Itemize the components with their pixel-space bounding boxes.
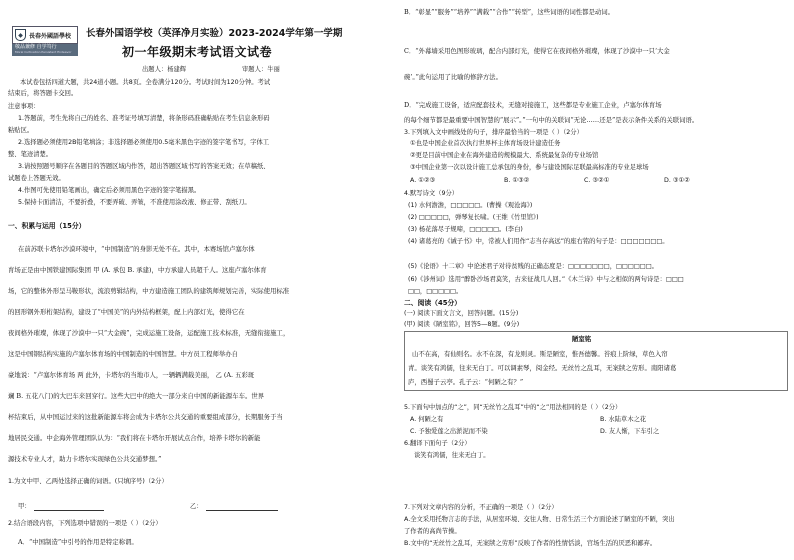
logo-name: 長春外國語學校 [29,32,72,40]
q4-item-cont: □□，□□□□□。 [408,288,463,295]
q1-yi-blank[interactable] [206,510,278,511]
note-line: 整、笔迹清楚。 [8,151,53,158]
q7-option-a-cont: 了作者的高尚节操。 [404,528,461,535]
q2-option-c: C．“外幕墙采用色图形玻璃，配合内部灯光，使得它在夜间格外璀璨，体现了沙漠中一只‘大金 [404,47,670,55]
reviewer: 审题人：牛丽 [242,66,280,73]
poem-title: 陋室铭 [572,335,592,343]
passage-line: 这是中国钢结构实施的卢塞尔体育场的中国制造的中国智慧。中方员工程师举办自 [8,350,239,358]
school-logo [12,26,78,56]
setter: 出题人：杨建辉 [142,66,187,73]
q3-item: ②更是目前中国企业在海外建造的规模最大、系统最复杂的专业场馆 [410,152,599,159]
question-3: 3.下列填入文中画线处的句子，排序最恰当的一项是（ ）（2分） [404,129,583,136]
q5-option-a: A. 何陋之有 [410,416,444,423]
right-page [404,0,790,560]
section-title: 一、积累与运用（15分） [8,222,86,230]
q4-item: (3) 杨花落尽子规啼，□□□□□。(李白) [408,226,523,233]
school-crest-icon: ◆ [15,29,26,41]
passage-line: 地居民交通。中企海外管理团队认为：“我们将在卡塔尔开展试点合作，培养卡塔尔的新能 [8,434,261,442]
logo-slogan-en: Moral Cultivation Persistent Endeavor [15,50,72,54]
passage-line: 在前苏联卡塔尔沙漠环境中，“中国制造”的身影无处不在。其中，本赛场馆卢塞尔体 [18,245,255,253]
school-line: 长春外国语学校（英泽净月实验）2023-2024学年第一学期 [86,28,343,39]
q5-option-b: B. 水陆草木之花 [600,416,647,423]
q3-option-b: B. ①③② [504,177,530,184]
passage-line: 斓 B. 五花八门)的大巴车来回穿行。这些大巴中的绝大一部分来自中国的新能源车车。世界 [8,392,265,400]
note-line: 粘贴区。 [8,127,34,134]
intro-line: 结束后，将答题卡交回。 [8,90,78,97]
notes-title: 注意事项： [8,103,40,110]
question-2: 2.结合语段内容，下列选项中错误的一项是（ ）（2分） [8,520,162,527]
q7-option-b: B.文中的“无丝竹之乱耳，无案牍之劳形”反映了作者的性情恬淡，官场生活的厌恶和鄙弃。 [404,540,657,547]
question-1: 1.为文中甲、乙两处选择正确的词语。(只填序号)（2分） [8,478,168,485]
question-5: 5.下面句中加点的“之”，同“无丝竹之乱耳”中的“之”用法相同的是（ ）（2分） [404,404,622,411]
q4-item: (4) 诸葛亮的《诫子书》中，常被人们用作“志当存高远”的座右铭的句子是：□□□□□□□。 [408,238,669,245]
q3-option-c: C. ③②① [584,177,610,184]
passage-line: 杯结束后，从中国运过来的这批新能源车将会成为卡塔尔公共交通的重要组成部分，长期服务于当 [8,413,283,421]
note-line: 1.答题前，考生先将自己的姓名、准考证号填写清楚，将条形码准确粘贴在考生信息条形码 [18,115,270,122]
note-line: 试题卷上答题无效。 [8,175,65,182]
note-line: 2.选择题必须使用2B铅笔填涂；非选择题必须使用0.5毫米黑色字迹的签字笔书写，字体工 [18,139,270,146]
q2-option-c-cont: 碗’。”此句运用了比喻的修辞方法。 [404,73,502,81]
q2-option-b: B．“彰显”“服务”“培养”“满载”“合作”“转型”，这些词语的词性都是动词。 [404,8,615,16]
q2-option-d-cont: 的每个细节都是最重要中国智慧的“展示”。”一句中的关联词“无论……还是”是表示条件关系的关联词语。 [404,116,699,124]
q2-option-d: D．“完成施工设备，适应配套技术，无缝对接施工，这些都是专业施工企业，卢塞尔体育场 [404,101,662,109]
note-line: 5.保持卡面清洁，不要折叠，不要弄破、弄皱，不准使用涂改液、修正带、刮纸刀。 [18,199,251,206]
q2-option-a: A．“中国制造”中引号的作用是特定称谓。 [18,538,138,546]
q1-jia-label: 甲： [18,503,31,510]
logo-slogan: 敬品兼修 自学笃行 [15,44,57,50]
q3-option-d: D. ③①② [664,177,690,184]
q1-yi-label: 乙： [190,503,203,510]
q3-option-a: A. ①②③ [410,177,436,184]
q1-jia-blank[interactable] [34,510,104,511]
passage-line: 源技术专业人才，助力卡塔尔实现绿色公共交通梦想。” [8,455,162,463]
poem-line: 庐，西蜀子云亭。孔子云：“何陋之有？” [408,378,524,386]
passage-line: 的回形钢外形桁架结构，建设了“中国美”的内外结构框架，配上内部灯光，使得它在 [8,308,245,316]
left-page [4,0,390,560]
passage-line: 场，它的整体外形呈马鞍形状，流浪剪辑结构，中方建造施工团队的建筑师规划完善，实际使用标准 [8,287,290,295]
q4-item: (1) 水何澹澹，□□□□□。(曹操《观沧海》) [408,202,533,209]
section-title: 二、阅读（45分） [404,299,462,307]
note-line: 3.请按照题号顺序在各题目的答题区域内作答，超出答题区域书写的答案无效；在草稿纸、 [18,163,270,170]
exam-title: 初一年级期末考试语文试卷 [122,45,273,59]
passage-line: 育场正是由中国铁建国际集团 甲 (A. 承包 B. 承建)，中方承建人员超千人。这座卢塞尔体育 [8,266,267,274]
q4-item: (5)《论语》十二章》中论述君子对待贫贱的正确态度是：□□□□□□□，□□□□□□。 [408,263,658,270]
q6-item: 谈笑有鸿儒，往来无白丁。 [414,452,490,459]
question-4: 4.默写诗文（9分） [404,190,459,197]
q3-item: ①也是中国企业首次执行世界杯主体育场设计建造任务 [410,140,561,147]
question-7: 7.下列对文章内容的分析，不正确的一项是（ ）（2分） [404,504,558,511]
poem-line: 山不在高，有仙则名。水不在深，有龙则灵。斯是陋室，惟吾德馨。苔痕上阶绿，草色入帘 [412,350,668,358]
intro-line: 本试卷包括四道大题，共24道小题。共8页。全卷满分120分。考试时间为120分钟。考试 [20,79,271,86]
q4-item: (6)《涉州词》选用“醉卧沙场君莫笑，古来征战几人回。”《木兰诗》中与之相似的两句诗是：□□□ [408,276,684,283]
q5-option-c: C. 予独爱莲之出淤泥而不染 [410,428,488,435]
q3-item: ③中国企业第一次以设计施工总承包的身份，参与建设国际足联最高标准的专业足球场 [410,164,649,171]
subsection-2: (甲) 阅读《陋室铭》，回答5—8题。(9分) [404,321,520,328]
question-6: 6.翻译下面句子（2分） [404,440,471,447]
q5-option-d: D. 友人惭，下车引之 [600,428,660,435]
poem-line: 青。谈笑有鸿儒，往来无白丁。可以调素琴，阅金经。无丝竹之乱耳，无案牍之劳形。南阳诸葛 [408,364,677,372]
passage-line: 夜间格外璀璨，体现了沙漠中一只“大金碗”，完成运施工设备，运配施工技术标准，无缝衔接施工， [8,329,290,337]
passage-line: 豪地说：“卢塞尔体育场 两 此外，卡塔尔的当地市人，一辆辆满载美丽， 乙 (A. 五彩斑 [8,371,255,379]
q7-option-a: A.全文采用托物言志的手法，从居室环境、交往人物、日常生活三个方面论述了陋室的不陋，突出 [404,516,675,523]
q4-item: (2) □□□□□，弹琴复长啸。(王维《竹里馆》) [408,214,539,221]
subsection-1: (一) 阅读下面文言文，回答问题。(15分) [404,310,519,317]
note-line: 4.作图可先使用铅笔画出，确定后必须用黑色字迹的签字笔描黑。 [18,187,201,194]
